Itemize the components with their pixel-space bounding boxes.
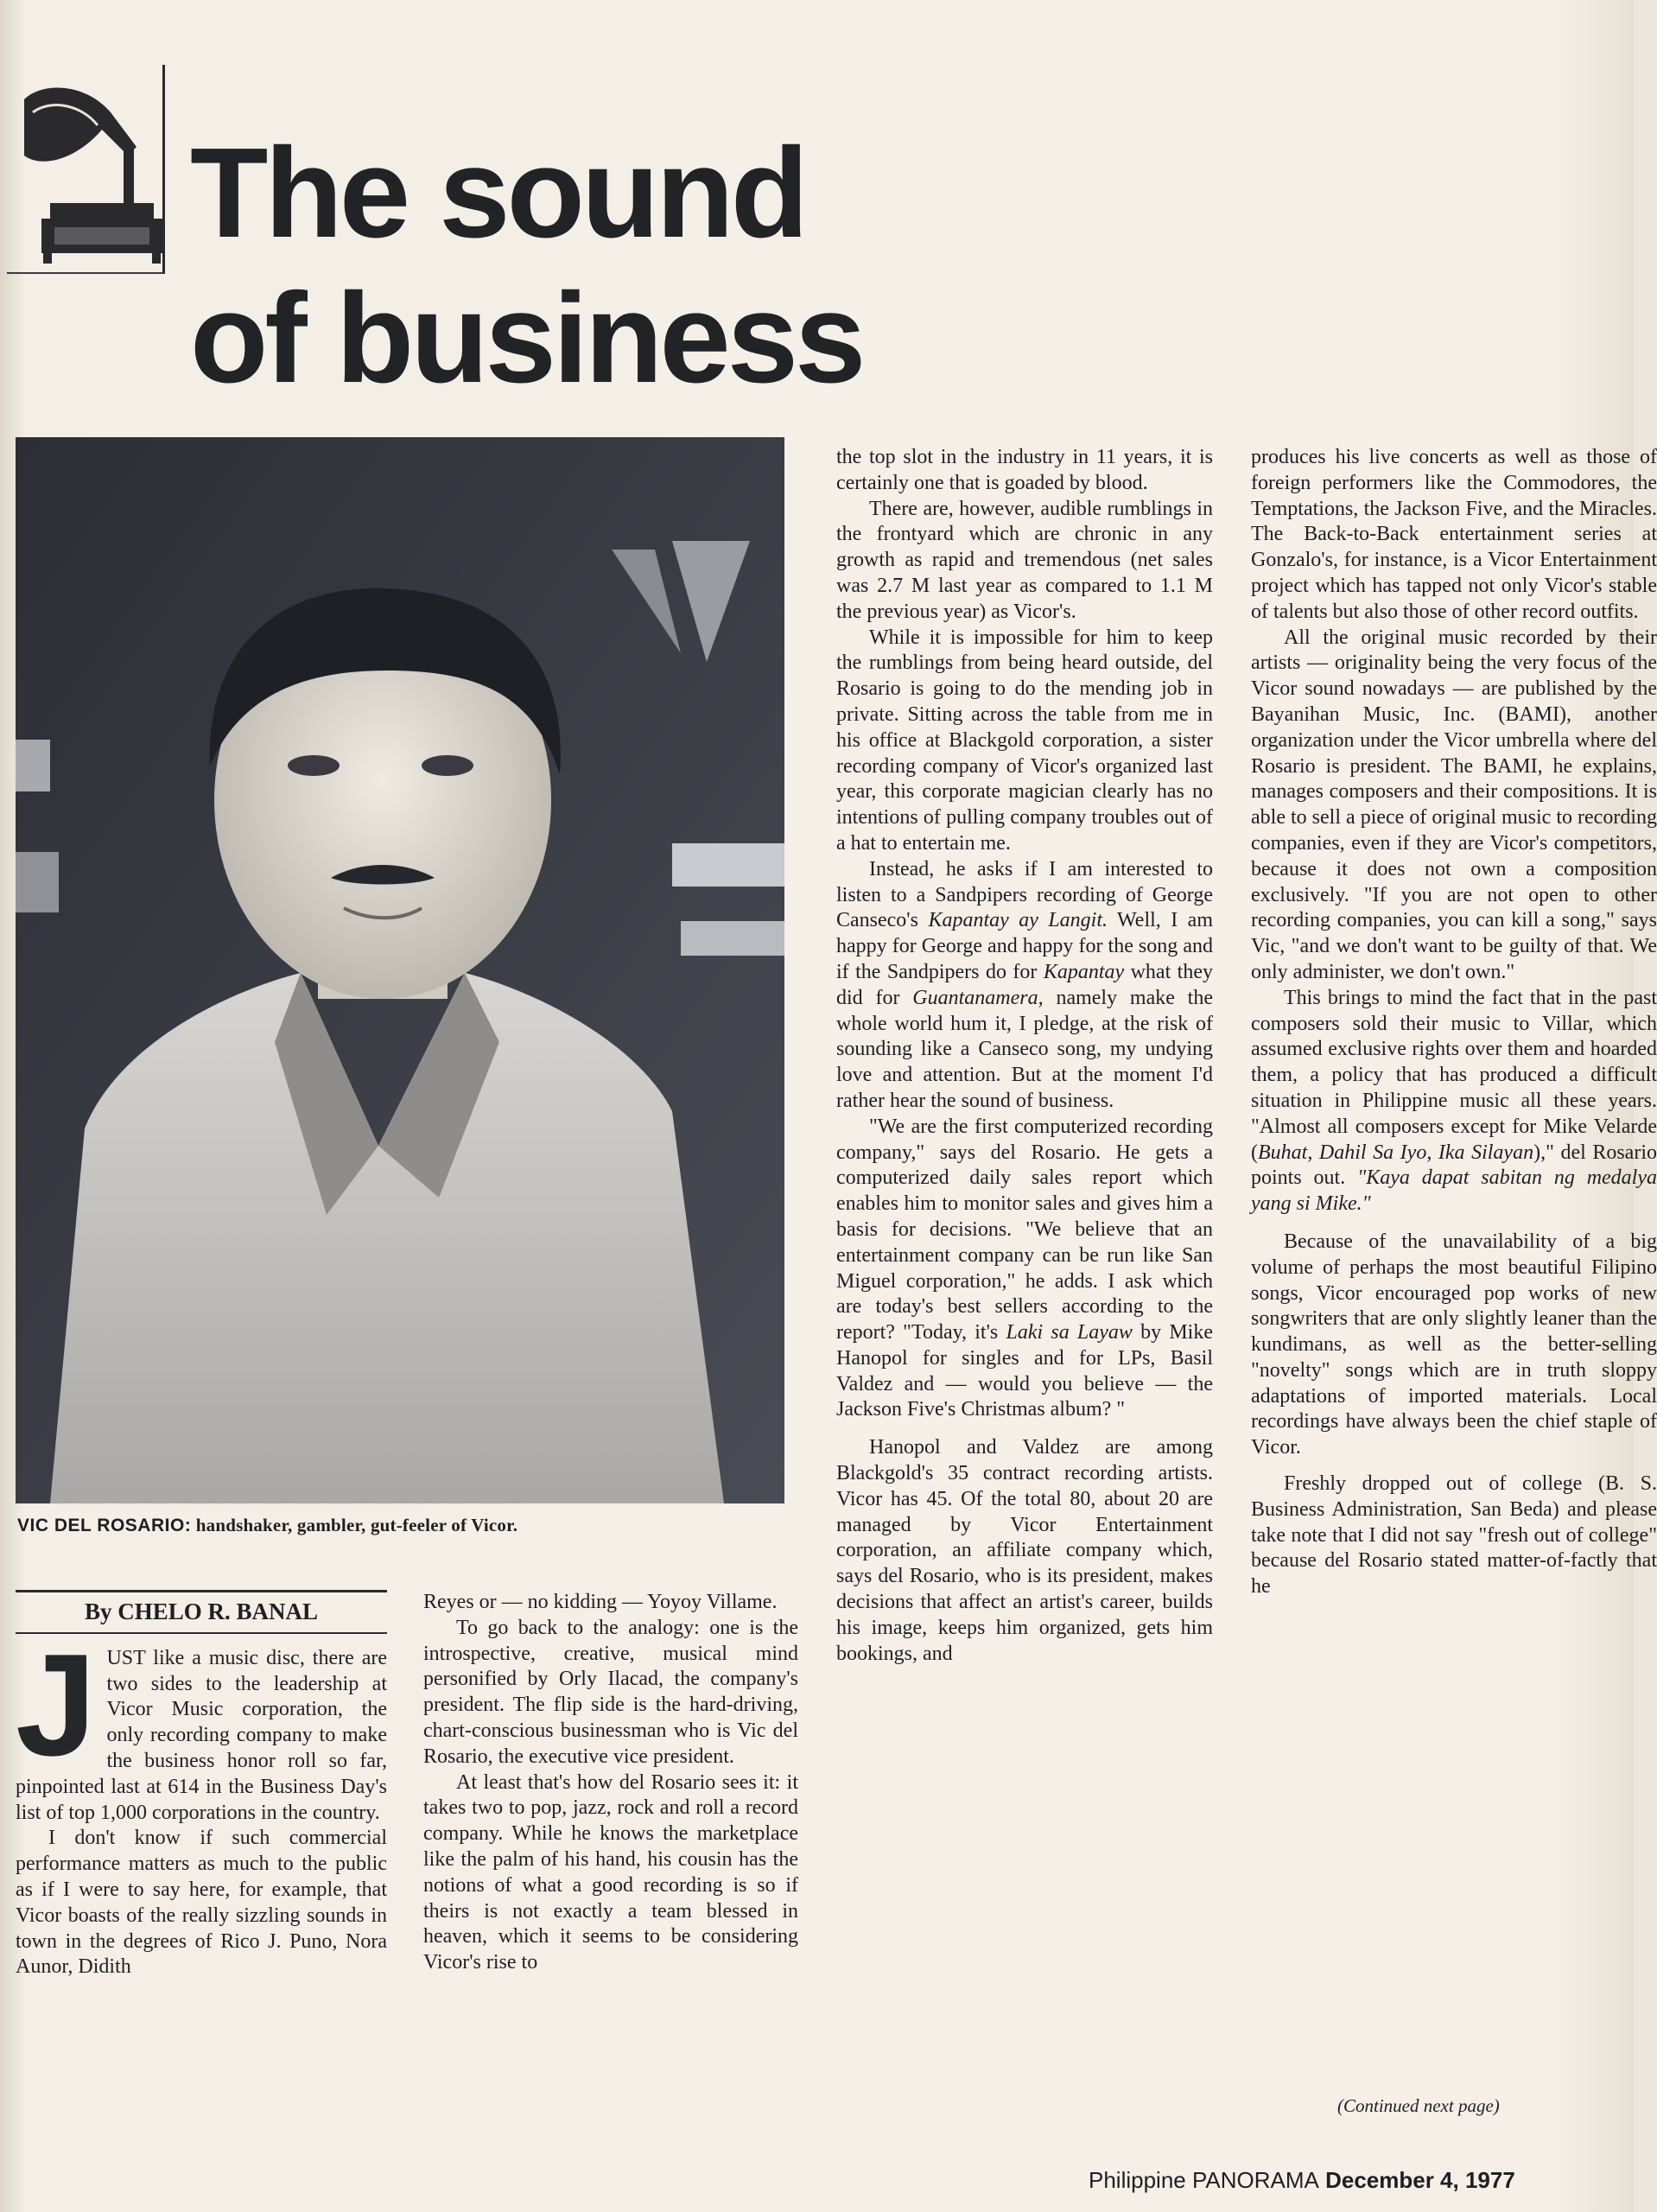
- caption-text: handshaker, gambler, gut-feeler of Vicor.: [195, 1515, 518, 1535]
- article-paragraph: [16, 1623, 387, 1827]
- quote-italic: "Kaya dapat sabitan ng medalya yang si Mike.": [1251, 1166, 1657, 1216]
- page-footer: [1089, 2167, 1515, 2194]
- song-title: Laki sa Layaw: [1006, 1321, 1133, 1344]
- caption-name: VIC DEL ROSARIO:: [17, 1516, 192, 1535]
- article-column-1: [16, 1590, 387, 1980]
- paragraph-text: Instead, he asks if I am interested to listen to a Sandpipers recording of George Canseco's: [836, 857, 1213, 932]
- article-paragraph: Hanopol and Valdez are among Blackgold's 35 contract recording artists. Vicor has 45. Of the total 80, about 20 are managed by Vicor Entertainment corporation, an affiliate company which, says del Rosario, who is its president, makes decisions that affect an artist's career, builds his image, keeps him organized, gets him bookings, and: [836, 1436, 1213, 1665]
- article-column-2: [423, 1590, 798, 1976]
- paragraph-text: Well, I am happy for George and happy for the song and if the Sandpipers do for: [836, 909, 1214, 983]
- headline-line-1: The sound: [190, 122, 806, 264]
- photo-caption: [17, 1515, 778, 1536]
- article-paragraph: [836, 1115, 1213, 1424]
- portrait-photo-icon: [16, 437, 784, 1503]
- paragraph-text: "We are the first computerized recording company," says del Rosario. He gets a computerized daily sales report which enables him to monitor sales and gives him a basis for decisions. "We believe that an entertainment company can be run like San Miguel corporation," he adds. I ask which are today's best sellers according to the report? "Today, it's: [836, 1115, 1213, 1344]
- article-column-4: [1251, 445, 1657, 1600]
- drop-cap: J: [16, 1623, 97, 1786]
- continued-note: (Continued next page): [1337, 2095, 1500, 2116]
- article-paragraph: While it is impossible for him to keep the rumblings from being heard outside, del Rosario is going to do the mending job in private. Sitting across the table from me in his office at Blackgold corporation, a sister recording company of Vicor's organized last year, this corporate magician clearly has no intentions of pulling company troubles out of a hat to entertain me.: [836, 626, 1213, 855]
- paragraph-text: This brings to mind the fact that in the past composers sold their music to Villar, which assumed exclusive rights over them and hoarded them, a policy that has produced a difficult situation in Philippine music all these years. "Almost all composers except for Mike Velarde (: [1251, 986, 1657, 1164]
- article-paragraph: produces his live concerts as well as those of foreign performers like the Commodores, the Temptations, the Jackson Five, and the Miracles. The Back-to-Back entertainment series at Gonzalo's, for instance, is a Vicor Entertainment project which has tapped not only Vicor's stable of talents but also those of other record outfits.: [1251, 446, 1657, 623]
- byline: By CHELO R. BANAL: [84, 1599, 319, 1624]
- song-title: Kapantay ay Langit.: [928, 909, 1108, 932]
- article-paragraph: There are, however, audible rumblings in the frontyard which are chronic in any growth as rapid and tremendous (net sales was 2.7 M last year as compared to 1.1 M the previous year) as Vicor's.: [836, 497, 1213, 623]
- headline-line-2: of business: [190, 267, 863, 410]
- paragraph-text: namely make the whole world hum it, I pledge, at the risk of sounding like a Canseco song, my undying love and attention. But at the moment I'd rather hear the sound of business.: [836, 986, 1214, 1112]
- article-paragraph: Freshly dropped out of college (B. S. Business Administration, San Beda) and please take note that I did not say "fresh out of college" because del Rosario stated matter-of-factly that he: [1251, 1472, 1657, 1599]
- article-paragraph: I don't know if such commercial performance matters as much to the public as if I were to say here, for example, that Vicor boasts of the really sizzling sounds in town in the degrees of Rico J. Puno, Nora Aunor, Didith: [16, 1827, 387, 1979]
- song-title: Guantanamera,: [912, 986, 1044, 1009]
- article-paragraph: All the original music recorded by their artists — originality being the very focus of the Vicor sound nowadays — are published by the Bayanihan Music, Inc. (BAMI), another organization under the Vicor umbrella where del Rosario is president. The BAMI, he explains, manages composers and their compositions. It is able to sell a piece of original music to recording companies, even if they are Vicor's competitors, because it does not own a composition exclusively. "If you are not open to other recording companies, you can kill a song," says Vic, "and we don't want to be guilty of that. We only administer, we don't own.": [1251, 626, 1657, 983]
- article-paragraph: [836, 857, 1213, 1115]
- paragraph-text: UST like a music disc, there are two sides to the leadership at Vicor Music corporation, the only recording company to make the business honor roll so far, pinpointed last at 614 in the Business Day's list of top 1,000 corporations in the country.: [16, 1646, 387, 1824]
- section-logo: [7, 65, 165, 274]
- gramophone-icon: [7, 65, 162, 272]
- song-title: Kapantay: [1043, 960, 1125, 983]
- article-paragraph: At least that's how del Rosario sees it: it takes two to pop, jazz, rock and roll a record company. While he knows the marketplace like the palm of his hand, his cousin has the notions of what a good recording is so if theirs is not exactly a team blessed in heaven, which it seems to be considering Vicor's rise to: [423, 1770, 798, 1974]
- portrait-photo: [16, 437, 784, 1503]
- article-paragraph: Reyes or — no kidding — Yoyoy Villame.: [423, 1591, 778, 1613]
- issue-date: December 4, 1977: [1325, 2167, 1515, 2193]
- paragraph-text: )," del Rosario points out.: [1251, 1141, 1657, 1190]
- magazine-name: Philippine PANORAMA: [1089, 2167, 1319, 2193]
- article-paragraph: Because of the unavailability of a big volume of perhaps the most beautiful Filipino songs, Vicor encouraged pop works of new songwriters that are only slightly leaner than the kundimans, as well as the better-selling "novelty" songs which are in truth sloppy adaptations of imported materials. Local recordings have always been the chief staple of Vicor.: [1251, 1230, 1657, 1459]
- paragraph-text: by Mike Hanopol for singles and for LPs, Basil Valdez and — would you believe — the Jackson Five's Christmas album? ": [836, 1321, 1214, 1421]
- song-title: Buhat, Dahil Sa Iyo, Ika Silayan: [1258, 1141, 1534, 1164]
- article-paragraph: To go back to the analogy: one is the introspective, creative, musical mind personified by Orly Ilacad, the company's president. The flip side is the hard-driving, chart-conscious businessman who is Vic del Rosario, the executive vice president.: [423, 1616, 798, 1768]
- article-paragraph: the top slot in the industry in 11 years, it is certainly one that is goaded by blood.: [836, 446, 1213, 494]
- article-paragraph: [1251, 986, 1657, 1217]
- paragraph-text: what they did for: [836, 960, 1213, 1009]
- article-column-3: [836, 445, 1213, 1667]
- headline: [190, 121, 968, 411]
